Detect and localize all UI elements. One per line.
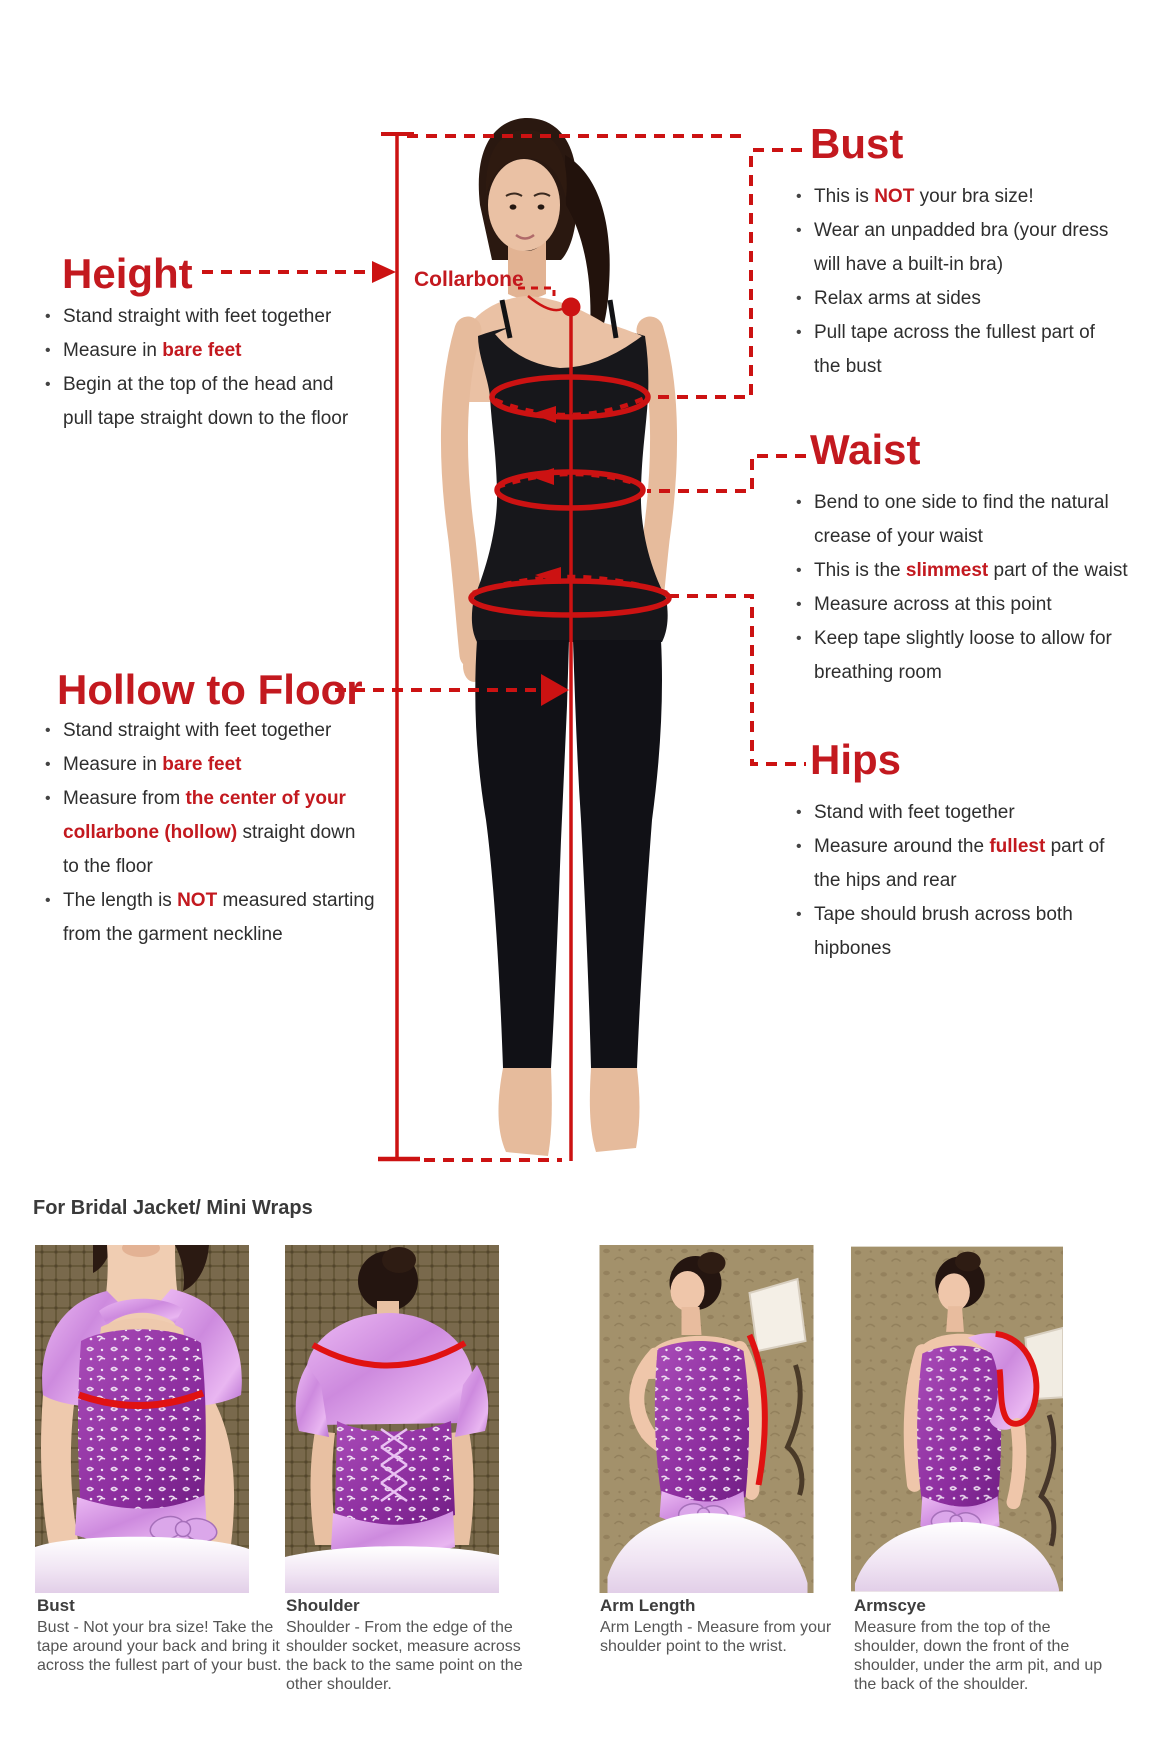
- bullet-dot: •: [796, 906, 802, 923]
- bullet-item: [45, 884, 405, 952]
- caption-armscye-title: Armscye: [854, 1596, 926, 1615]
- bullet-text: Wear an unpadded bra (your dress will have a built-in bra): [814, 220, 1109, 275]
- bullet-text: The length is NOT measured starting from the garment neckline: [63, 890, 375, 945]
- bust-heading: Bust: [810, 120, 904, 167]
- bullet-item: [796, 282, 1168, 316]
- bullet-text: Bend to one side to find the natural crease of your waist: [814, 492, 1109, 547]
- caption-armscye-body: Measure from the top of the shoulder, down the front of the shoulder, under the arm pit, and up the back of the shoulder.: [854, 1619, 1103, 1693]
- bullet-dot: •: [796, 324, 802, 341]
- bullet-item: [796, 796, 1168, 830]
- waist-bullets: [796, 486, 1168, 690]
- bullet-text: Relax arms at sides: [814, 288, 981, 309]
- bullet-text: Measure in bare feet: [63, 340, 242, 361]
- bullet-item: [796, 622, 1168, 690]
- caption-shoulder: [286, 1596, 536, 1694]
- bullet-dot: •: [796, 222, 802, 239]
- bullet-dot: •: [45, 790, 51, 807]
- bullet-text: Keep tape slightly loose to allow for breathing room: [814, 628, 1112, 683]
- bullet-text: This is NOT your bra size!: [814, 186, 1034, 207]
- bullet-item: [45, 368, 405, 436]
- photo-arm-length: [599, 1245, 814, 1593]
- bottom-section-heading: For Bridal Jacket/ Mini Wraps: [33, 1197, 313, 1219]
- bullet-item: [45, 748, 405, 782]
- caption-shoulder-body: Shoulder - From the edge of the shoulder socket, measure across the back to the same point on the other shoulder.: [286, 1619, 523, 1693]
- caption-bust-body: Bust - Not your bra size! Take the tape around your back and bring it across the fullest part of your bust.: [37, 1619, 282, 1674]
- bullet-text: Stand straight with feet together: [63, 720, 332, 741]
- bullet-item: [796, 898, 1168, 966]
- bullet-text: Measure in bare feet: [63, 754, 242, 775]
- section-hollow-to-floor: [57, 668, 363, 712]
- hollow-to-floor-bullets: [45, 714, 405, 952]
- bullet-text: Pull tape across the fullest part of the bust: [814, 322, 1095, 377]
- height-bullets: [45, 300, 405, 436]
- photo-shoulder: [285, 1245, 499, 1593]
- bullet-text: Stand with feet together: [814, 802, 1015, 823]
- bullet-dot: •: [796, 630, 802, 647]
- hollow-to-floor-heading: Hollow to Floor: [57, 666, 363, 713]
- bullet-dot: •: [45, 756, 51, 773]
- caption-bust-title: Bust: [37, 1596, 75, 1615]
- hips-bullets: [796, 796, 1168, 966]
- bullet-dot: •: [796, 804, 802, 821]
- bullet-text: Measure across at this point: [814, 594, 1052, 615]
- caption-arm-length: [600, 1596, 848, 1656]
- bust-connector-line: [652, 150, 802, 397]
- bullet-item: [796, 554, 1168, 588]
- photo-armscye: [851, 1245, 1063, 1593]
- bullet-item: [796, 214, 1168, 282]
- bust-bullets: [796, 180, 1168, 384]
- section-bust: [810, 122, 903, 166]
- bullet-dot: •: [796, 596, 802, 613]
- bullet-text: Measure around the fullest part of the hips and rear: [814, 836, 1105, 891]
- collarbone-label: Collarbone: [414, 268, 524, 291]
- bullet-item: [796, 588, 1168, 622]
- section-hips: [810, 738, 901, 782]
- bullet-item: [796, 316, 1168, 384]
- bullet-dot: •: [796, 562, 802, 579]
- bullet-item: [45, 714, 405, 748]
- caption-arm-length-title: Arm Length: [600, 1596, 696, 1615]
- bullet-item: [796, 830, 1168, 898]
- bullet-item: [45, 782, 405, 884]
- bullet-dot: •: [796, 188, 802, 205]
- bullet-dot: •: [796, 494, 802, 511]
- caption-shoulder-title: Shoulder: [286, 1596, 360, 1615]
- bullet-dot: •: [796, 838, 802, 855]
- caption-armscye: [854, 1596, 1106, 1694]
- bullet-item: [796, 180, 1168, 214]
- bullet-text: Tape should brush across both hipbones: [814, 904, 1073, 959]
- hips-heading: Hips: [810, 736, 902, 783]
- bullet-dot: •: [45, 722, 51, 739]
- bullet-dot: •: [45, 892, 51, 909]
- bullet-dot: •: [45, 342, 51, 359]
- bullet-dot: •: [45, 376, 51, 393]
- height-pointer-arrow: [202, 261, 396, 283]
- height-heading: Height: [62, 250, 193, 297]
- bullet-text: Measure from the center of your collarbone (hollow) straight down to the floor: [63, 788, 356, 877]
- bullet-dot: •: [45, 308, 51, 325]
- waist-heading: Waist: [810, 426, 921, 473]
- bullet-text: Begin at the top of the head and pull tape straight down to the floor: [63, 374, 349, 429]
- section-waist: [810, 428, 920, 472]
- hips-connector-line: [668, 596, 806, 764]
- bullet-item: [796, 486, 1168, 554]
- caption-bust: [37, 1596, 289, 1675]
- bullet-item: [45, 300, 405, 334]
- bullet-text: Stand straight with feet together: [63, 306, 332, 327]
- bullet-item: [45, 334, 405, 368]
- photo-bust: [35, 1245, 249, 1593]
- section-height: [62, 252, 193, 296]
- bullet-dot: •: [796, 290, 802, 307]
- caption-arm-length-body: Arm Length - Measure from your shoulder point to the wrist.: [600, 1619, 832, 1655]
- bullet-text: This is the slimmest part of the waist: [814, 560, 1128, 581]
